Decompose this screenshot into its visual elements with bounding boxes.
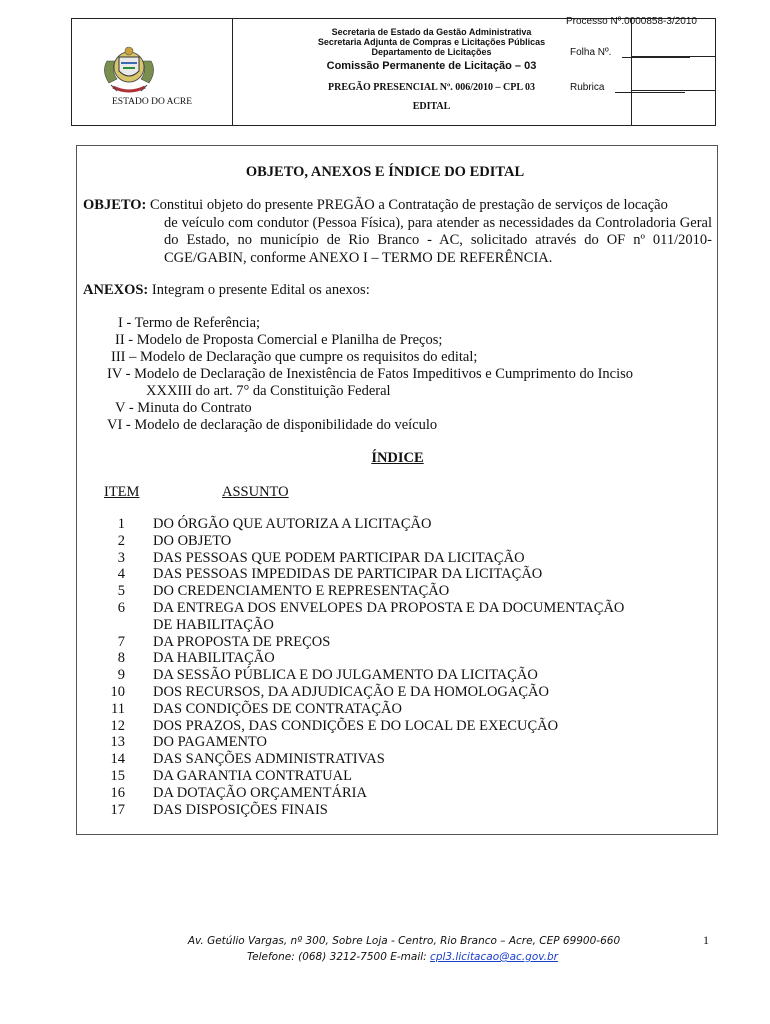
index-item-subject: DO ÓRGÃO QUE AUTORIZA A LICITAÇÃO — [153, 516, 432, 532]
index-item-number: 2 — [117, 532, 125, 549]
index-item-number: 4 — [117, 566, 125, 583]
header-commission: Comissão Permanente de Licitação – 03 — [326, 60, 537, 72]
index-item-number: 1 — [117, 516, 125, 532]
rubrica-blank — [615, 92, 685, 93]
anexo-item: V - Minuta do Contrato — [115, 400, 252, 416]
index-item-subject: DAS DISPOSIÇÕES FINAIS — [153, 801, 328, 818]
folha-field — [570, 47, 690, 58]
index-col-assunto: ASSUNTO — [222, 484, 289, 500]
index-item-number: 5 — [117, 583, 125, 600]
objeto-paragraph — [83, 197, 712, 267]
process-number: Processo Nº.0000858-3/2010 — [566, 16, 697, 27]
index-item-subject: DAS CONDIÇÕES DE CONTRATAÇÃO — [153, 700, 402, 717]
index-item-number: 10 — [110, 684, 125, 700]
index-item-subject: DAS PESSOAS IMPEDIDAS DE PARTICIPAR DA LICITAÇÃO — [153, 566, 543, 583]
header-secretaria-adjunta: Secretaria Adjunta de Compras e Licitações Públicas — [317, 37, 546, 47]
page-number: 1 — [703, 933, 709, 947]
anexos-paragraph — [83, 282, 712, 300]
index-item-number: 16 — [110, 784, 125, 801]
header-secretaria: Secretaria de Estado da Gestão Administrativa — [331, 27, 532, 37]
header-edital: EDITAL — [412, 101, 451, 112]
index-col-item: ITEM — [104, 484, 140, 500]
footer-phone: Telefone: (068) 3212-7500 E-mail: — [247, 951, 427, 963]
objeto-continuation: de veículo com condutor (Pessoa Física), para atender as necessidades da Controladoria Geral do Estado, no município de Rio Branco - AC, solicitado através do OF nº 011/2010-CGE/GABIN, conforme ANEXO I – TERMO DE REFERÊNCIA. — [164, 214, 712, 266]
state-label: ESTADO DO ACRE — [112, 97, 192, 107]
document-header — [71, 18, 716, 126]
anexo-item: II - Modelo de Proposta Comercial e Planilha de Preços; — [115, 332, 443, 348]
index-item-subject: DOS PRAZOS, DAS CONDIÇÕES E DO LOCAL DE EXECUÇÃO — [153, 717, 559, 734]
anexo-item: IV - Modelo de Declaração de Inexistência de Fatos Impeditivos e Cumprimento do Inciso — [107, 366, 634, 382]
index-item-subject: DA GARANTIA CONTRATUAL — [153, 768, 352, 784]
index-item-subject: DO CREDENCIAMENTO E REPRESENTAÇÃO — [153, 583, 450, 600]
anexo-item: I - Termo de Referência; — [118, 315, 261, 331]
index-item-subject: DE HABILITAÇÃO — [153, 616, 274, 633]
anexos-label: ANEXOS: — [83, 282, 149, 298]
index-item-number: 7 — [117, 633, 125, 650]
index-item-number: 8 — [117, 650, 125, 667]
index-item-subject: DAS PESSOAS QUE PODEM PARTICIPAR DA LICITAÇÃO — [153, 549, 525, 566]
index-item-subject: DO PAGAMENTO — [153, 734, 268, 751]
index-item-number: 17 — [110, 801, 125, 818]
anexo-item-continuation: XXXIII do art. 7° da Constituição Federal — [146, 383, 391, 399]
index-item-subject: DO OBJETO — [153, 532, 232, 549]
index-item-number: 11 — [111, 700, 125, 717]
objeto-label: OBJETO: — [83, 197, 147, 213]
index-title: ÍNDICE — [371, 450, 424, 466]
anexo-item: III – Modelo de Declaração que cumpre os requisitos do edital; — [111, 349, 478, 365]
index-item-subject: DA SESSÃO PÚBLICA E DO JULGAMENTO DA LICITAÇÃO — [153, 667, 538, 684]
rubrica-label: Rubrica — [570, 82, 605, 93]
header-left-cell — [72, 19, 233, 125]
objeto-line1: Constitui objeto do presente PREGÃO a Contratação de prestação de serviços de locação — [150, 197, 668, 213]
anexo-item: VI - Modelo de declaração de disponibilidade do veículo — [107, 417, 438, 433]
index-item-subject: DAS SANÇÕES ADMINISTRATIVAS — [153, 751, 385, 768]
index-item-subject: DA ENTREGA DOS ENVELOPES DA PROPOSTA E DA DOCUMENTAÇÃO — [153, 600, 625, 616]
header-right-cell — [632, 19, 716, 125]
index-item-number: 12 — [110, 717, 125, 734]
header-center-cell — [232, 19, 632, 125]
rubrica-field — [570, 82, 685, 93]
header-pregao: PREGÃO PRESENCIAL Nº. 006/2010 – CPL 03 — [328, 82, 535, 93]
section-title: OBJETO, ANEXOS E ÍNDICE DO EDITAL — [245, 164, 525, 180]
folha-blank — [622, 57, 690, 58]
footer-contact — [0, 951, 770, 963]
footer-address: Av. Getúlio Vargas, nº 300, Sobre Loja - Centro, Rio Branco – Acre, CEP 69900-660 — [187, 935, 621, 947]
anexos-intro: Integram o presente Edital os anexos: — [151, 282, 370, 298]
index-item-number: 14 — [110, 751, 125, 768]
index-item-number: 9 — [117, 667, 125, 684]
index-item-subject: DA DOTAÇÃO ORÇAMENTÁRIA — [153, 784, 367, 801]
footer-email-link[interactable]: cpl3.licitacao@ac.gov.br — [430, 951, 558, 963]
index-item-subject: DA PROPOSTA DE PREÇOS — [153, 633, 331, 650]
index-item-subject: DOS RECURSOS, DA ADJUDICAÇÃO E DA HOMOLOGAÇÃO — [153, 684, 549, 700]
state-coat-of-arms-icon — [99, 41, 159, 99]
index-item-number: 15 — [110, 768, 125, 784]
index-item-number: 13 — [110, 734, 125, 751]
index-item-subject: DA HABILITAÇÃO — [153, 650, 275, 667]
index-item-number: 6 — [117, 600, 125, 616]
header-departamento: Departamento de Licitações — [371, 47, 492, 57]
folha-label: Folha Nº. — [570, 47, 612, 58]
index-item-number: 3 — [117, 549, 125, 566]
